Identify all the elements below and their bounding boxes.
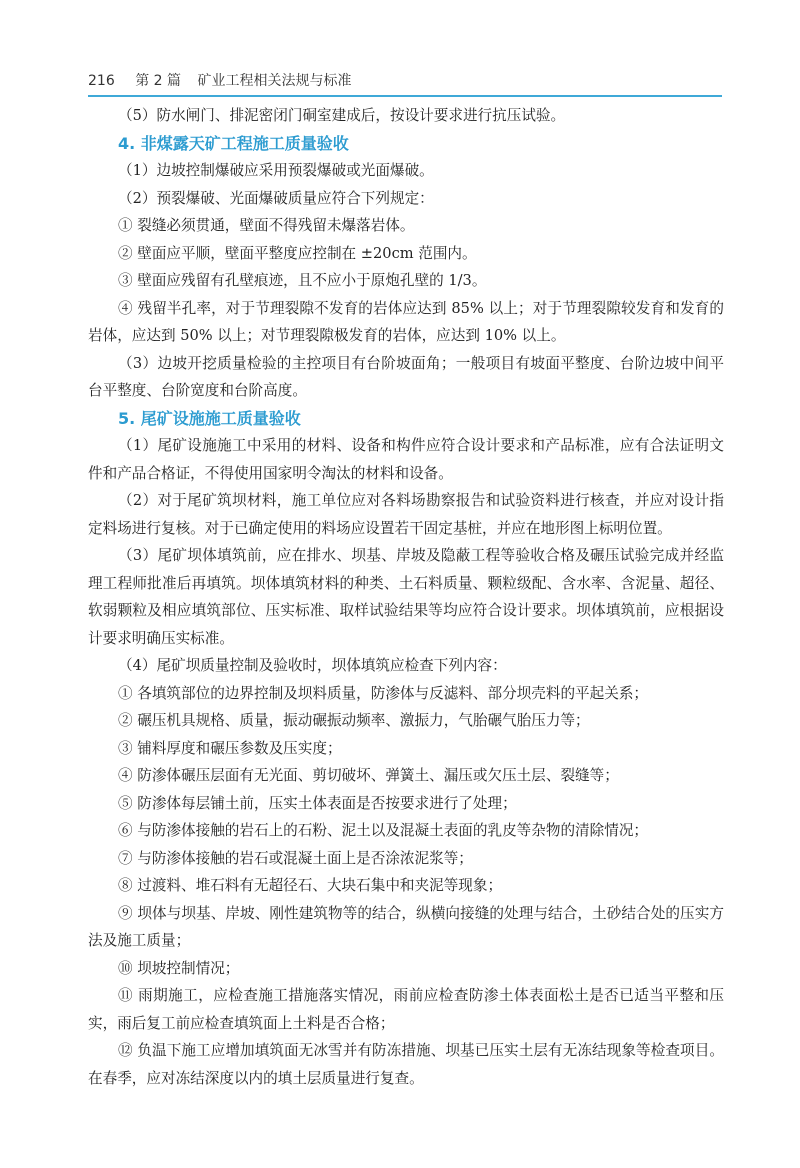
paragraph: （5）防水闸门、排泥密闭门硐室建成后，按设计要求进行抗压试验。 [118, 107, 566, 124]
paragraph: ⑫ 负温下施工应增加填筑面无冰雪并有防冻措施、坝基已压实土层有无冻结现象等检查项目。在春季，应对冻结深度以内的填土层质量进行复查。 [88, 1042, 724, 1087]
paragraph: （3）边坡开挖质量检验的主控项目有台阶坡面角；一般项目有坡面平整度、台阶边坡中间平台平整度、台阶宽度和台阶高度。 [88, 354, 724, 399]
page-number: 216 [88, 73, 115, 89]
paragraph: ⑨ 坝体与坝基、岸坡、刚性建筑物等的结合，纵横向接缝的处理与结合，土砂结合处的压实方法及施工质量； [88, 904, 724, 949]
paragraph: ③ 壁面应残留有孔壁痕迹，且不应小于原炮孔壁的 1/3。 [118, 272, 487, 289]
paragraph: ③ 铺料厚度和碾压参数及压实度； [118, 739, 342, 757]
paragraph: ⑦ 与防渗体接触的岩石或混凝土面上是否涂浓泥浆等； [118, 849, 473, 867]
paragraph: ① 各填筑部位的边界控制及坝料质量，防渗体与反滤料、部分坝壳料的平起关系； [118, 684, 649, 702]
header-title: 矿业工程相关法规与标准 [197, 73, 352, 89]
paragraph: （2）预裂爆破、光面爆破质量应符合下列规定： [118, 189, 434, 207]
header-rule [88, 95, 722, 97]
paragraph: （4）尾矿坝质量控制及验收时，坝体填筑应检查下列内容： [118, 657, 507, 674]
paragraph: ⑤ 防渗体每层铺土前，压实土体表面是否按要求进行了处理； [118, 794, 517, 812]
paragraph: （3）尾矿坝体填筑前，应在排水、坝基、岸坡及隐蔽工程等验收合格及碾压试验完成并经监理工程师批准后再填筑。坝体填筑材料的种类、土石料质量、颗粒级配、含水率、含泥量、超径、软弱颗粒及相应填筑部位、压实标准、取样试验结果等均应符合设计要求。坝体填筑前，应根据设计要求明确压实标准。 [88, 547, 724, 647]
paragraph: ② 碾压机具规格、质量，振动碾振动频率、激振力，气胎碾气胎压力等； [118, 712, 590, 729]
paragraph: ④ 防渗体碾压层面有无光面、剪切破坏、弹簧土、漏压或欠压土层、裂缝等； [118, 767, 619, 784]
paragraph: ⑩ 坝坡控制情况； [118, 959, 240, 977]
part-label: 第 2 篇 [135, 73, 181, 89]
paragraph: ④ 残留半孔率，对于节理裂隙不发育的岩体应达到 85% 以上；对于节理裂隙较发育和发育的岩体，应达到 50% 以上；对节理裂隙极发育的岩体，应达到 10% 以上。 [88, 299, 724, 344]
paragraph: （2）对于尾矿筑坝材料，施工单位应对各料场勘察报告和试验资料进行核查，并应对设计指定料场进行复核。对于已确定使用的料场应设置若干固定基桩，并应在地形图上标明位置。 [88, 492, 724, 537]
paragraph: ⑪ 雨期施工，应检查施工措施落实情况，雨前应检查防渗土体表面松土是否已适当平整和压实，雨后复工前应检查填筑面上土料是否合格； [88, 987, 724, 1032]
paragraph: （1）尾矿设施施工中采用的材料、设备和构件应符合设计要求和产品标准，应有合法证明文件和产品合格证，不得使用国家明令淘汰的材料和设备。 [88, 437, 724, 482]
section-heading: 4. 非煤露天矿工程施工质量验收 [118, 133, 349, 153]
section-heading: 5. 尾矿设施施工质量验收 [118, 408, 301, 428]
paragraph: ② 壁面应平顺，壁面平整度应控制在 ±20cm 范围内。 [118, 244, 477, 262]
paragraph: ① 裂缝必须贯通，壁面不得残留未爆落岩体。 [118, 217, 415, 234]
running-header [88, 70, 722, 90]
body-text [88, 102, 724, 1092]
paragraph: ⑧ 过渡料、堆石料有无超径石、大块石集中和夹泥等现象； [118, 877, 503, 894]
paragraph: （1）边坡控制爆破应采用预裂爆破或光面爆破。 [118, 162, 434, 179]
paragraph: ⑥ 与防渗体接触的岩石上的石粉、泥土以及混凝土表面的乳皮等杂物的清除情况； [118, 822, 649, 839]
